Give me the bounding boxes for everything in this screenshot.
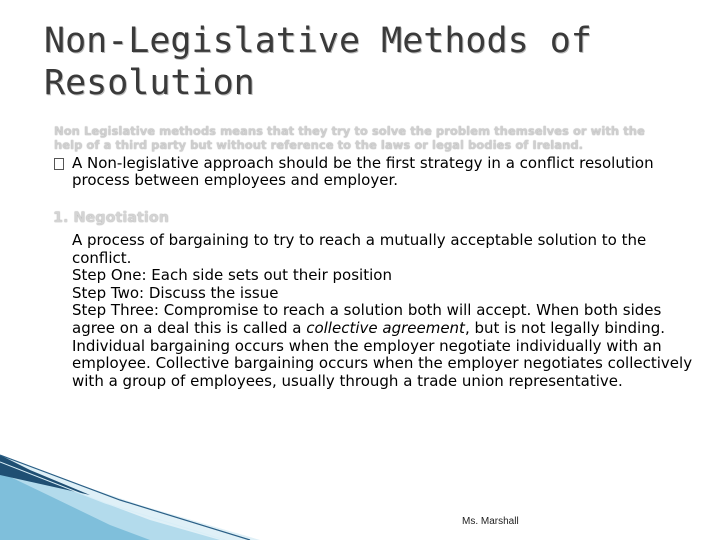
intro-definition: Non Legislative methods means that they try to solve the problem themselves or with the help of a third party but without reference to the laws or legal bodies of Ireland. — [54, 124, 645, 152]
step-three-text-a: Step Three: Compromise to reach a solution both will accept. When both sides agree on a deal this is called a — [72, 301, 662, 337]
section-heading-negotiation: 1. Negotiation — [53, 210, 169, 226]
bullet-text: A Non-legislative approach should be the first strategy in a conflict resolution process between employees and employer. — [72, 154, 654, 189]
step-one: Step One: Each side sets out their position — [72, 266, 392, 285]
step-three-text-b: , but is not legally binding. — [464, 318, 666, 337]
negotiation-body — [72, 232, 702, 390]
step-two: Step Two: Discuss the issue — [72, 283, 279, 302]
collective-agreement-term: collective agreement — [306, 318, 465, 337]
bullet-item — [54, 155, 680, 189]
slide-title-line-2: Resolution — [44, 63, 255, 103]
step-three — [72, 302, 702, 337]
footer-author: Ms. Marshall — [462, 516, 519, 527]
bargaining-explanation: Individual bargaining occurs when the employer negotiate individually with an employee. Collective bargaining occurs when the employer negotiates collectively with a group of employees, usually through a trade union representative. — [72, 336, 693, 390]
slide-title-line-1: Non-Legislative Methods of — [44, 21, 592, 61]
negotiation-definition: A process of bargaining to try to reach a mutually acceptable solution to the conflict. — [72, 231, 647, 267]
square-bullet-icon — [54, 158, 64, 170]
slide-title — [44, 20, 684, 104]
